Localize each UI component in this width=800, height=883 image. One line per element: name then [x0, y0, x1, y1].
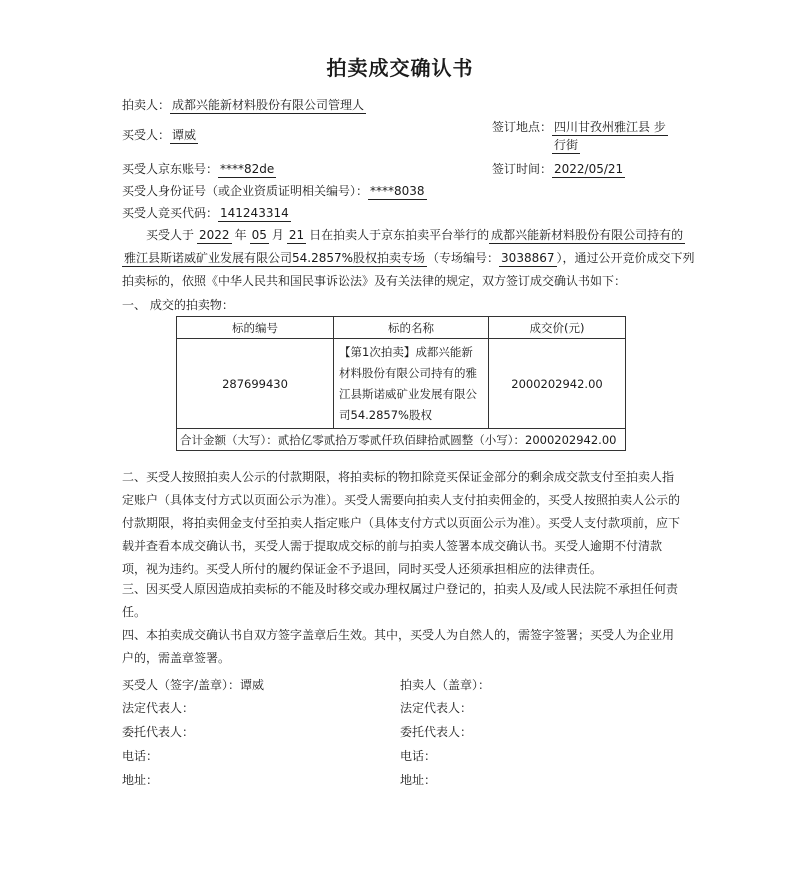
id-number-value: ****8038 [370, 184, 425, 198]
bid-code-label: 买受人竞买代码： [122, 206, 219, 220]
id-number-label: 买受人身份证号（或企业资质证明相关编号）： [122, 184, 369, 198]
bid-code-field [122, 204, 291, 222]
intro-year: 2022 [199, 228, 230, 242]
document-title: 拍卖成交确认书 [326, 56, 474, 80]
intro-text: 日在拍卖人于京东拍卖平台举行的 [309, 228, 490, 242]
table-header: 标的名称 [334, 317, 489, 339]
id-number-field [122, 182, 427, 200]
sign-time-value: 2022/05/21 [554, 162, 624, 176]
intro-text: 买受人于 [146, 228, 195, 242]
intro-text: 年 [234, 228, 247, 242]
lot-table [176, 316, 626, 451]
total-cell [177, 429, 626, 451]
bid-code-value: 141243314 [220, 206, 289, 220]
sign-place-value-2: 行街 [554, 138, 579, 152]
sign-place-label: 签订地点： [492, 120, 553, 134]
intro-text: ），通过公开竞价成交下列 [556, 251, 695, 265]
intro-line-3: 拍卖标的，依照《中华人民共和国民事诉讼法》及有关法律的规定，双方签订成交确认书如下： [122, 274, 627, 288]
table-row [177, 339, 626, 429]
total-small: 2000202942.00 [525, 432, 617, 447]
intro-line-1 [146, 226, 685, 244]
section-1-heading: 一、 成交的拍卖物： [122, 298, 234, 312]
intro-event-part2: 雅江县斯诺威矿业发展有限公司54.2857%股权拍卖专场 [124, 251, 426, 265]
seller-legal-rep: 法定代表人： [400, 701, 473, 715]
sign-place-value-1: 四川甘孜州雅江县 步 [554, 120, 666, 134]
buyer-signature-value: 谭威 [240, 678, 265, 692]
buyer-label: 买受人： [122, 128, 171, 142]
lot-name: 【第1次拍卖】成都兴能新材料股份有限公司持有的雅江县斯诺威矿业发展有限公司54.2857%股权 [334, 339, 489, 429]
intro-session-no: 3038867 [501, 251, 555, 265]
jd-account-value: ****82de [220, 162, 275, 176]
section-4: 四、本拍卖成交确认书自双方签字盖章后生效。其中，买受人为自然人的，需签字签署；买受人为企业用户的，需盖章签署。 [122, 628, 675, 665]
table-header-row [177, 317, 626, 339]
intro-day: 21 [288, 228, 305, 242]
buyer-phone: 电话： [122, 749, 159, 763]
buyer-agent: 委托代表人： [122, 725, 195, 739]
buyer-legal-rep: 法定代表人： [122, 701, 195, 715]
sign-place-field-cont [552, 138, 580, 154]
seller-address: 地址： [400, 773, 437, 787]
intro-month: 05 [251, 228, 267, 242]
total-small-label: （小写）： [473, 432, 525, 447]
intro-line-2 [122, 249, 695, 267]
total-upper: 贰拾亿零贰拾万零贰仟玖佰肆拾贰圆整 [277, 432, 474, 447]
seller-label: 拍卖人： [122, 98, 171, 112]
table-header: 标的编号 [177, 317, 334, 339]
sign-place-field [492, 118, 668, 136]
seller-agent: 委托代表人： [400, 725, 473, 739]
seller-value: 成都兴能新材料股份有限公司管理人 [172, 98, 365, 112]
table-total-row [177, 429, 626, 451]
seller-field [122, 96, 366, 114]
intro-text: （专场编号： [427, 251, 500, 265]
buyer-value: 谭威 [172, 128, 197, 142]
buyer-signature-label: 买受人（签字/盖章）： [122, 678, 241, 692]
intro-text: 月 [271, 228, 284, 242]
jd-account-field [122, 160, 276, 178]
total-label: 合计金额（大写）： [180, 432, 278, 447]
section-2: 二、买受人按照拍卖人公示的付款期限，将拍卖标的物扣除竞买保证金部分的剩余成交款支付至拍卖人指定账户（具体支付方式以页面公示为准）。买受人需要向拍卖人支付拍卖佣金的，买受人按照拍卖人公示的付款期限，将拍卖佣金支付至拍卖人指定账户（具体支付方式以页面公示为准）。买受人支付款项前，应下载并查看本成交确认书，买受人需于提取成交标的前与拍卖人签署本成交确认书。买受人逾期不付清款项，视为违约。买受人所付的履约保证金不予退回，同时买受人还须承担相应的法律责任。 [122, 470, 681, 576]
sign-time-label: 签订时间： [492, 162, 553, 176]
buyer-address: 地址： [122, 773, 159, 787]
buyer-field [122, 126, 198, 144]
jd-account-label: 买受人京东账号： [122, 162, 219, 176]
buyer-signature-row [122, 676, 264, 693]
lot-id: 287699430 [177, 339, 334, 429]
lot-price: 2000202942.00 [489, 339, 626, 429]
section-3: 三、因买受人原因造成拍卖标的不能及时移交或办理权属过户登记的，拍卖人及/或人民法院不承担任何责任。 [122, 582, 679, 619]
seller-signature-label: 拍卖人（盖章）： [400, 678, 491, 692]
seller-phone: 电话： [400, 749, 437, 763]
table-header: 成交价(元) [489, 317, 626, 339]
intro-event-part1: 成都兴能新材料股份有限公司持有的 [491, 228, 684, 242]
sign-time-field [492, 160, 625, 178]
